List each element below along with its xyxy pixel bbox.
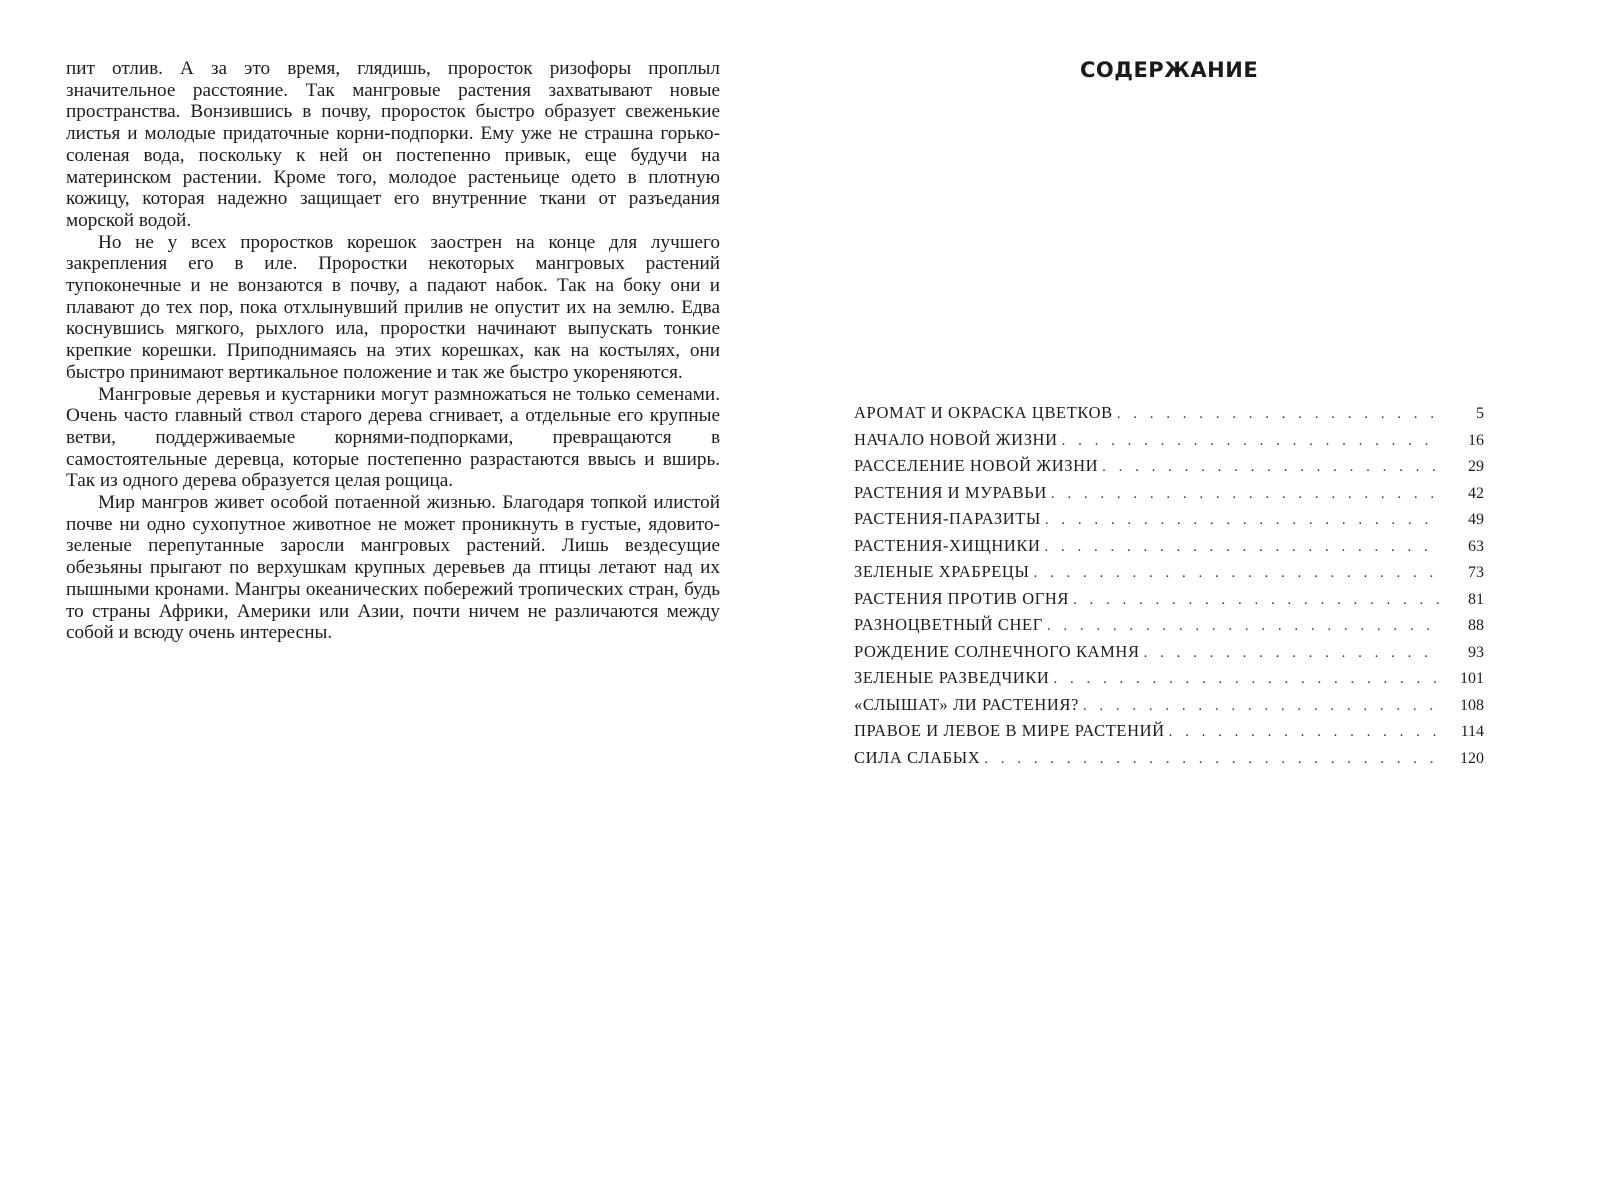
toc-title: СОДЕРЖАНИЕ [1080,58,1259,82]
left-page-text [66,58,720,644]
toc-entry-label: РАСТЕНИЯ-ПАРАЗИТЫ [854,509,1041,528]
toc-entry-label: СИЛА СЛАБЫХ [854,747,981,767]
toc-entry-page: 73 [1468,564,1484,581]
toc-entry-page: 5 [1476,405,1484,422]
toc-entry-label: РАССЕЛЕНИЕ НОВОЙ ЖИЗНИ [854,456,1099,475]
toc-entry-label: РАСТЕНИЯ ПРОТИВ ОГНЯ [854,588,1069,608]
toc-entry[interactable] [854,562,1484,589]
toc-entry-page: 101 [1460,670,1484,687]
toc-entry[interactable] [854,748,1484,775]
toc-entry[interactable] [854,456,1484,483]
toc-entry-label: РОЖДЕНИЕ СОЛНЕЧНОГО КАМНЯ [854,641,1140,661]
table-of-contents [854,403,1484,774]
toc-entry-page: 16 [1468,431,1484,449]
toc-entry-label: ПРАВОЕ И ЛЕВОЕ В МИРЕ РАСТЕНИЙ [854,721,1165,740]
toc-entry-label: РАСТЕНИЯ И МУРАВЬИ [854,482,1047,502]
toc-leader-dots [1169,724,1440,741]
toc-leader-dots [1062,433,1440,450]
toc-leader-dots [984,751,1440,768]
toc-leader-dots [1044,539,1440,556]
toc-entry[interactable] [854,536,1484,563]
toc-leader-dots [1117,406,1440,423]
toc-entry-page: 108 [1460,696,1484,714]
toc-entry[interactable] [854,695,1484,722]
toc-leader-dots [1033,565,1440,582]
toc-entry-label: НАЧАЛО НОВОЙ ЖИЗНИ [854,429,1058,449]
toc-entry-page: 29 [1468,458,1484,475]
toc-entry[interactable] [854,589,1484,616]
toc-leader-dots [1053,671,1440,688]
paragraph: пит отлив. А за это время, глядишь, проросток ризофоры проплыл значительное расстояние. Так мангровые растения захватывают новые пространства. Вонзившись в почву, проросток быстро образует свеженькие листья и молодые придаточные корни-подпорки. Ему уже не страшна горько-соленая вода, поскольку к ней он постепенно привык, еще будучи на материнском растении. Кроме того, молодое растеньице одето в плотную кожицу, которая надежно защищает его внутренние ткани от разъедания морской водой. [66,58,720,231]
toc-entry[interactable] [854,668,1484,695]
toc-entry[interactable] [854,483,1484,510]
paragraph: Мир мангров живет особой потаенной жизнью. Благодаря топкой илистой почве ни одно сухопутное животное не может проникнуть в густые, ядовито-зеленые перепутанные заросли мангровых растений. Лишь вездесущие обезьяны прыгают по верхушкам крупных деревьев да птицы летают над их пышными кронами. Мангры океанических побережий тропических стран, будь то страны Африки, Америки или Азии, почти ничем не различаются между собой и всюду очень интересны. [66,492,720,644]
toc-leader-dots [1102,459,1440,476]
toc-entry[interactable] [854,721,1484,748]
toc-leader-dots [1144,645,1440,662]
toc-entry-label: РАСТЕНИЯ-ХИЩНИКИ [854,535,1041,555]
toc-leader-dots [1073,592,1440,609]
toc-leader-dots [1083,698,1440,715]
toc-entry[interactable] [854,642,1484,669]
toc-entry-page: 81 [1468,590,1484,608]
toc-entry-page: 93 [1468,643,1484,661]
toc-entry-page: 88 [1468,617,1484,634]
toc-entry-label: РАЗНОЦВЕТНЫЙ СНЕГ [854,615,1043,634]
toc-entry-label: ЗЕЛЕНЫЕ ХРАБРЕЦЫ [854,562,1030,581]
toc-entry-page: 120 [1460,749,1484,767]
toc-entry[interactable] [854,430,1484,457]
toc-entry[interactable] [854,615,1484,642]
toc-entry[interactable] [854,403,1484,430]
toc-entry-page: 49 [1468,511,1484,528]
toc-entry-label: «СЛЫШАТ» ЛИ РАСТЕНИЯ? [854,694,1079,714]
paragraph: Мангровые деревья и кустарники могут размножаться не только семенами. Очень часто главный ствол старого дерева сгнивает, а отдельные его крупные ветви, поддерживаемые корнями-подпорками, превращаются в самостоятельные деревца, которые постепенно разрастаются ввысь и вширь. Так из одного дерева образуется целая рощица. [66,383,720,492]
paragraph: Но не у всех проростков корешок заострен на конце для лучшего закрепления его в иле. Проростки некоторых мангровых растений тупоконечные и не вонзаются в почву, а падают набок. Так на боку они и плавают до тех пор, пока отхлынувший прилив не опустит их на землю. Едва коснувшись мягкого, рыхлого ила, проростки начинают выпускать тонкие крепкие корешки. Приподнимаясь на этих корешках, как на костылях, они быстро принимают вертикальное положение и так же быстро укореняются. [66,231,720,383]
toc-entry-page: 114 [1460,723,1484,740]
toc-entry-label: ЗЕЛЕНЫЕ РАЗВЕДЧИКИ [854,668,1050,687]
toc-entry-label: АРОМАТ И ОКРАСКА ЦВЕТКОВ [854,403,1113,422]
toc-leader-dots [1051,486,1440,503]
toc-leader-dots [1047,618,1440,635]
toc-entry[interactable] [854,509,1484,536]
toc-entry-page: 63 [1468,537,1484,555]
toc-entry-page: 42 [1468,484,1484,502]
toc-leader-dots [1045,512,1440,529]
